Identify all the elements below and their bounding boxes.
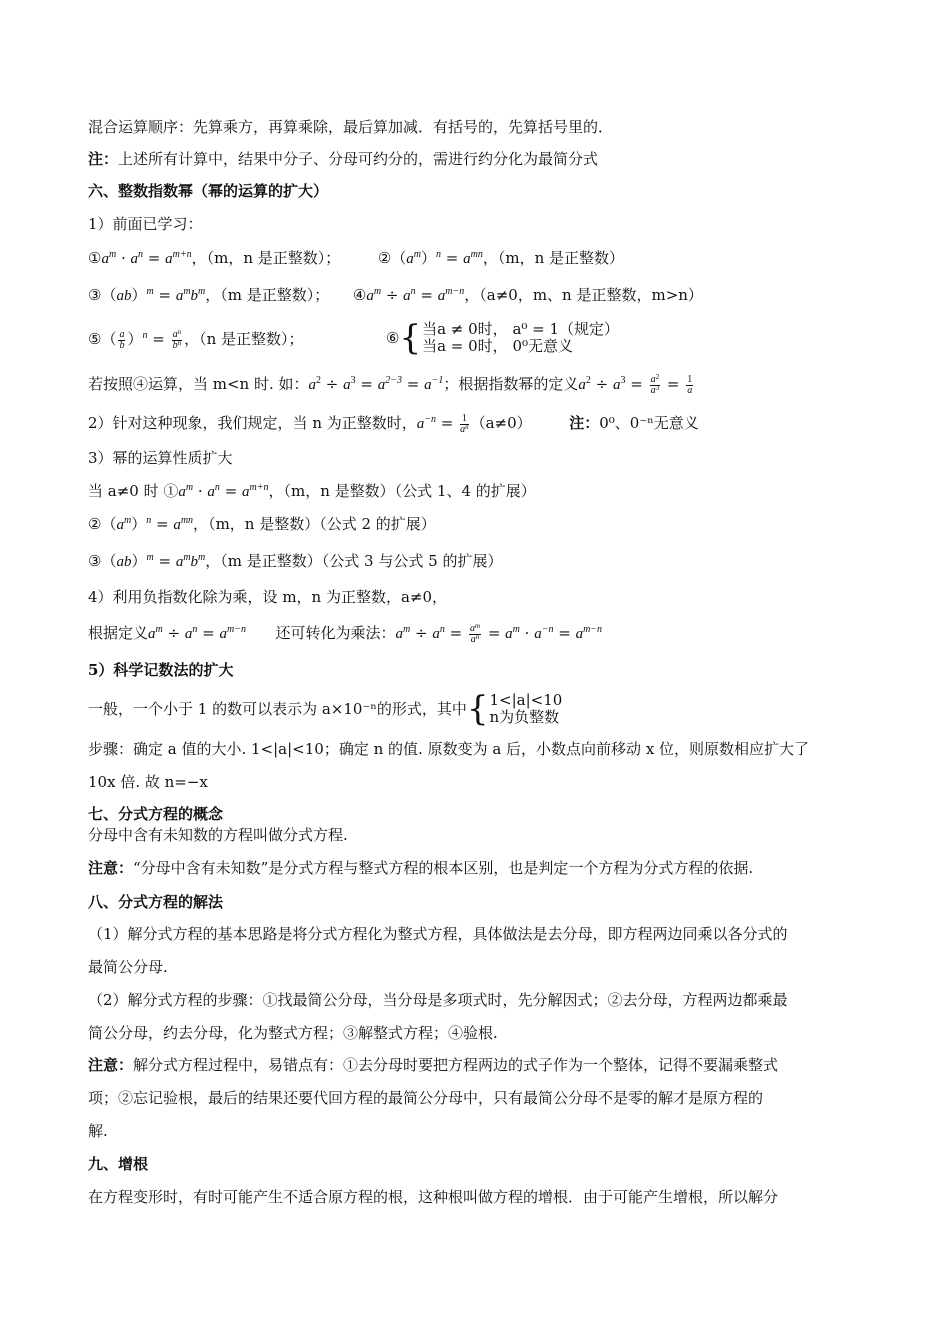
s6-3-formula-3: ③（ab）$^m$ = $a^mb^m$，（m 是正整数）（公式 3 与公式 5 的扩展） <box>88 552 503 570</box>
note-8-label: 注意： <box>88 1056 134 1074</box>
formula-2: $②(a^m)^n = a^{mn}$， <box>377 249 498 267</box>
s6-4-title: 4）利用负指数化除为乘，设 m，n 为正整数，a≠0， <box>88 588 448 606</box>
s6-4b-mid: 还可转化为乘法： <box>275 624 396 642</box>
formula-2-cond: （m，n 是正整数） <box>497 249 625 267</box>
note-8-line2: 项；②忘记验根，最后的结果还要代回方程的最简公分母中，只有最简公分母不是零的解才是原方程的 <box>88 1089 764 1107</box>
sci-step-line2: 10x 倍. 故 n=−x <box>88 773 208 791</box>
s6-3-title: 3）幂的运算性质扩大 <box>88 449 233 467</box>
sci-step-line1: 步骤：确定 a 值的大小. 1<|a|<10；确定 n 的值. 原数变为 a 后，小数点向前移动 x 位，则原数相应扩大了 <box>88 740 810 758</box>
formula-row-5-6 <box>88 318 880 361</box>
s6-2-note-text: 0⁰、0⁻ⁿ无意义 <box>599 414 699 432</box>
section-9-title: 九、增根 <box>88 1155 149 1173</box>
s6-2-note-label: 注： <box>569 414 600 432</box>
negative-exponent-definition: 2）针对这种现象，我们规定，当 n 为正整数时，$a^{-n}$ = $\frac{1}{a^n}$ （a≠0） 注：0⁰、0⁻ⁿ无意义 <box>88 412 699 435</box>
formula-5-cond: （n 是正整数）； <box>199 330 304 348</box>
formula-row-3-4 <box>88 285 880 306</box>
s8-1-line1: （1）解分式方程的基本思路是将分式方程化为整式方程，具体做法是去分母，即方程两边同乘以各分式的 <box>88 925 788 943</box>
s6-3-a-cond: （m，n 是整数）（公式 1、4 的扩展） <box>283 482 536 500</box>
mixed-operation-order: 混合运算顺序：先算乘方，再算乘除，最后算加减．有括号的，先算括号里的． <box>88 118 614 136</box>
sci-row2: n为负整数 <box>489 708 560 726</box>
s6-3-c-cond: （m 是正整数）（公式 3 与公式 5 的扩展） <box>220 552 503 570</box>
s6-learned: 1）前面已学习： <box>88 215 203 233</box>
formula-4: $④a^m \div a^n = a^{m-n}$， <box>352 286 480 304</box>
formula-6-row1: 当a ≠ 0时， a⁰ = 1（规定） <box>422 320 620 338</box>
formula-row-1-2 <box>88 248 880 269</box>
s8-2-line2: 简公分母，约去分母，化为整式方程；③解整式方程；④验根. <box>88 1024 498 1042</box>
s6-2-prefix: 2）针对这种现象，我们规定，当 n 为正整数时， <box>88 414 417 432</box>
s8-1-line2: 最简公分母. <box>88 958 168 976</box>
section-6-title: 六、整数指数幂（幂的运算的扩大） <box>88 182 329 200</box>
note-8-line1 <box>88 1055 880 1075</box>
formula-3-cond: （m 是正整数）； <box>220 286 330 304</box>
s6-3-a-prefix: 当 a≠0 时 <box>88 482 159 500</box>
note-text: 上述所有计算中，结果中分子、分母可约分的，需进行约分化为最简分式 <box>118 150 599 168</box>
s6-3-b-cond: （m，n 是整数）（公式 2 的扩展） <box>208 515 436 533</box>
example-prefix: 若按照④运算，当 m<n 时. 如： <box>88 375 309 393</box>
note-8-text-a: 解分式方程过程中，易错点有：①去分母时要把方程两边的式子作为一个整体，记得不要漏乘整式 <box>133 1056 779 1074</box>
section-7-definition: 分母中含有未知数的方程叫做分式方程. <box>88 826 348 844</box>
s6-3-formula-2: $②(a^m)^n = a^{mn}$，（m，n 是整数）（公式 2 的扩展） <box>88 515 436 533</box>
note-7 <box>88 858 880 878</box>
s9-line1: 在方程变形时，有时可能产生不适合原方程的根，这种根叫做方程的增根．由于可能产生增根，所以解分 <box>88 1188 779 1206</box>
sci-prefix: 一般，一个小于 1 的数可以表示为 a×10⁻ⁿ的形式，其中 <box>88 700 467 718</box>
section-8-title: 八、分式方程的解法 <box>88 893 224 911</box>
formula-4-cond: （a≠0，m、n 是正整数，m>n） <box>479 286 703 304</box>
formula-3: ③（ab）$^m$ = $a^mb^m$， <box>88 286 221 304</box>
formula-6-row2: 当a = 0时， 0⁰无意义 <box>422 337 574 355</box>
note-label: 注： <box>88 150 119 168</box>
note-7-text: “分母中含有未知数”是分式方程与整式方程的根本区别，也是判定一个方程为分式方程的依据. <box>133 859 754 877</box>
s6-3-formula-1: 当 a≠0 时 $①a^m \cdot a^n = a^{m+n}$，（m，n 是整数）（公式 1、4 的扩展） <box>88 482 536 500</box>
formula-1: $①a^m \cdot a^n = a^{m+n}$， <box>88 249 207 267</box>
example-mid: ；根据指数幂的定义 <box>443 375 579 393</box>
s6-4-formula: 根据定义$a^m \div a^n = a^{m-n}$ 还可转化为乘法：$a^m \div a^n$ = $\frac{a^m}{a^n}$ = $a^m \cdot a^{-n} = a^{m-n}$ <box>88 621 603 645</box>
s6-5-title: 5）科学记数法的扩大 <box>88 661 234 679</box>
formula-6: ⑥ { 当a ≠ 0时， a⁰ = 1（规定） 当a = 0时， 0⁰无意义 <box>386 318 620 358</box>
section-7-title: 七、分式方程的概念 <box>88 805 224 823</box>
example-negative: 若按照④运算，当 m<n 时. 如：$a^2 \div a^3 = a^{2-3} = a^{-1}$；根据指数幂的定义$a^2 \div a^3$ = $\frac{a^2}{a^3}$ = $\frac{1}{a}$ <box>88 372 693 396</box>
note-simplify <box>88 149 880 169</box>
s8-2-line1: （2）解分式方程的步骤：①找最简公分母，当分母是多项式时，先分解因式；②去分母，方程两边都乘最 <box>88 991 788 1009</box>
scientific-notation: 一般，一个小于 1 的数可以表示为 a×10⁻ⁿ的形式，其中 { 1<|a|<10 n为负整数 <box>88 689 563 729</box>
formula-1-cond: （m，n 是正整数）； <box>206 249 341 267</box>
s6-2-cond: （a≠0） <box>470 414 532 432</box>
s6-4b-prefix: 根据定义 <box>88 624 149 642</box>
note-7-label: 注意： <box>88 859 134 877</box>
formula-5: ⑤（ $\frac{a}{b}$ ）$^n$ = $\frac{a^n}{b^n}$ ，（n 是正整数）； <box>88 327 304 351</box>
note-8-line3: 解. <box>88 1122 108 1140</box>
sci-row1: 1<|a|<10 <box>489 691 563 709</box>
